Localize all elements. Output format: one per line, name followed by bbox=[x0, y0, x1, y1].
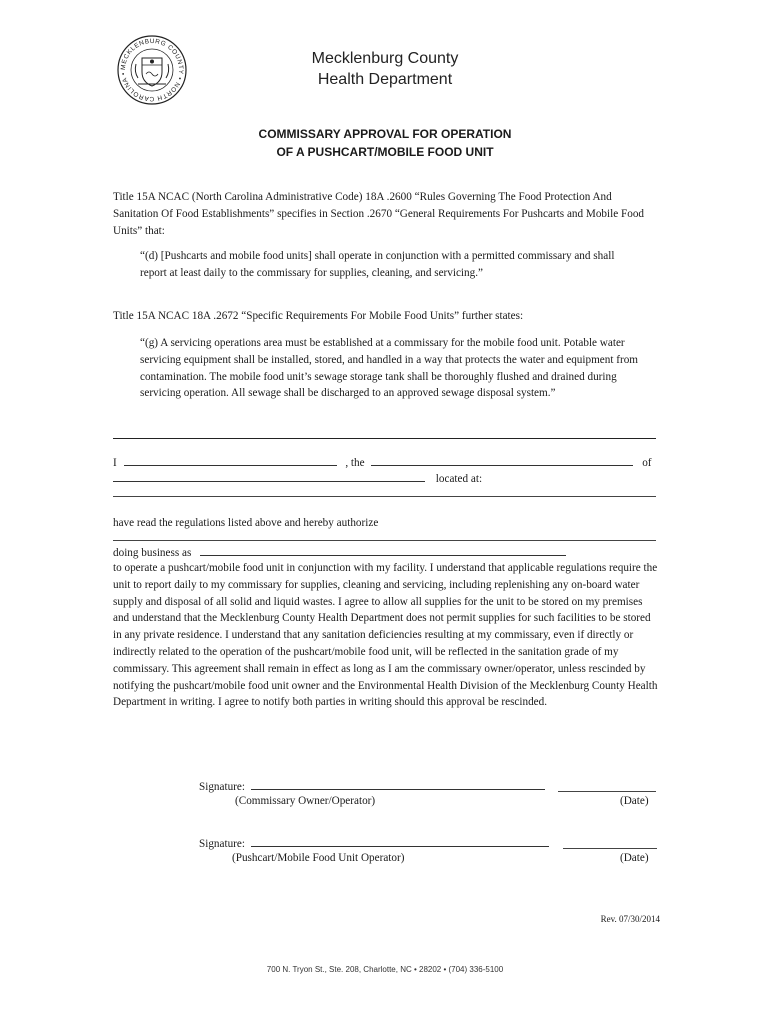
signature-label: Signature: bbox=[199, 781, 245, 793]
i-label: I bbox=[113, 457, 117, 469]
county-seal-logo bbox=[116, 34, 188, 106]
dba-label: doing business as bbox=[113, 547, 192, 559]
dba-name-field[interactable] bbox=[200, 545, 566, 556]
second-regulation-intro: Title 15A NCAC 18A .2672 “Specific Requirements For Mobile Food Units” further states: bbox=[113, 310, 524, 322]
operator-name-field[interactable] bbox=[113, 540, 656, 541]
owner-title-field[interactable] bbox=[371, 455, 633, 466]
seal-ring-text: MECKLENBURG COUNTY • NORTH CAROLINA • bbox=[119, 37, 185, 103]
commissary-signature-field[interactable] bbox=[251, 779, 545, 790]
commissary-signature-row bbox=[199, 779, 545, 794]
date-caption: (Date) bbox=[620, 852, 649, 864]
date-caption: (Date) bbox=[620, 795, 649, 807]
svg-text:MECKLENBURG COUNTY • NORTH CAR bbox=[120, 38, 184, 102]
commissary-name-field[interactable] bbox=[113, 471, 425, 482]
signature-label: Signature: bbox=[199, 838, 245, 850]
commissary-row bbox=[113, 471, 482, 486]
operator-date-field[interactable] bbox=[563, 848, 657, 849]
regulation-quote-d: “(d) [Pushcarts and mobile food units] shall operate in conjunction with a permitted commissary and shall report at least daily to the commissary for supplies, cleaning, and servicing.” bbox=[140, 250, 615, 279]
department-name-line1: Mecklenburg County bbox=[311, 50, 459, 67]
the-label: , the bbox=[345, 457, 365, 469]
operator-signature-row bbox=[199, 836, 549, 851]
agreement-body: to operate a pushcart/mobile food unit in conjunction with my facility. I understand that applicable regulations require the unit to report daily to my commissary for supplies, cleaning and servicing, including replenishing any on-board water supply and disposal of all solid and liquid wastes. I agree to allow all supplies for the unit to be stored on my premises and understand that the Mecklenburg County Health Department does not permit supplies for such facilities to be stored in any private residence. I understand that any sanitation deficiencies resulting at my commissary, even if directly or indirectly related to the operation of the pushcart/mobile food unit, will be reflected in the sanitation grade of my commissary. This agreement shall remain in effect as long as I am the commissary owner/operator, unless rescinded by notifying the pushcart/mobile food unit owner and the Environmental Health Division of the Mecklenburg County Health Department in writing. I agree to notify both parties in writing should this approval be rescinded. bbox=[113, 562, 658, 709]
owner-name-field[interactable] bbox=[124, 455, 337, 466]
regulation-quote-g: “(g) A servicing operations area must be established at a commissary for the mobile food unit. Potable water servicing equipment shall be installed, stored, and handled in a way that protects the water and equipment from contamination. The mobile food unit’s sewage storage tank shall be thoroughly flushed and drained during servicing operation. All sewage shall be discharged to an approved sewage disposal system.” bbox=[140, 337, 639, 400]
revision-date: Rev. 07/30/2014 bbox=[600, 914, 660, 924]
document-title-line2: OF A PUSHCART/MOBILE FOOD UNIT bbox=[276, 145, 494, 159]
commissary-date-field[interactable] bbox=[558, 791, 656, 792]
footer-address: 700 N. Tryon St., Ste. 208, Charlotte, NC • 28202 • (704) 336-5100 bbox=[266, 965, 504, 974]
commissary-address-field[interactable] bbox=[113, 496, 656, 497]
dba-row bbox=[113, 545, 566, 560]
owner-name-row bbox=[113, 455, 658, 470]
document-title-line1: COMMISSARY APPROVAL FOR OPERATION bbox=[258, 127, 512, 141]
commissary-caption: (Commissary Owner/Operator) bbox=[235, 795, 376, 807]
located-at-label: located at: bbox=[435, 473, 483, 485]
operator-signature-field[interactable] bbox=[251, 836, 549, 847]
department-name-line2: Health Department bbox=[317, 71, 453, 88]
operator-caption: (Pushcart/Mobile Food Unit Operator) bbox=[232, 852, 405, 864]
intro-paragraph: Title 15A NCAC (North Carolina Administrative Code) 18A .2600 “Rules Governing The Food Protection And Sanitation Of Food Establishments” specifies in Section .2670 “General Requirements For Pushcarts and Mobile Food Units” that: bbox=[113, 191, 645, 237]
section-divider bbox=[113, 438, 656, 439]
authorize-text: have read the regulations listed above and hereby authorize bbox=[113, 517, 379, 529]
of-label: of bbox=[642, 457, 652, 469]
